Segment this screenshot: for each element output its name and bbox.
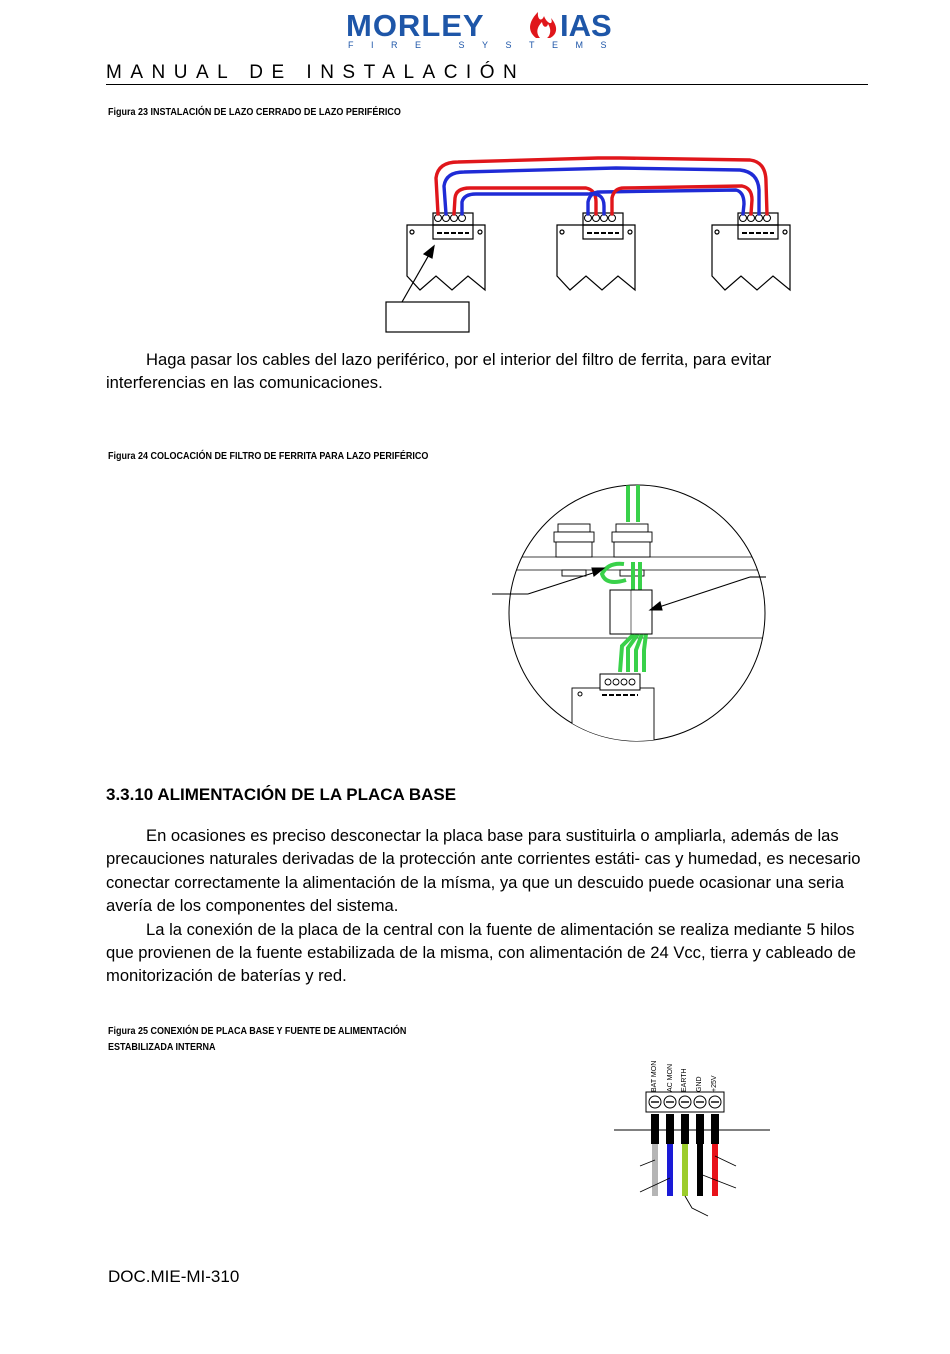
terminal-label-ac-mon: AC MON [667,1064,674,1092]
terminal-label-25v: +25V [711,1075,718,1092]
paragraph-ferrite: Haga pasar los cables del lazo periférico, por el interior del filtro de ferrita, para evitar interferencias en las comunicaciones. [106,350,772,393]
loop-module-1 [407,213,485,290]
logo-word-left: MORLEY [346,8,485,43]
paragraph-alimentacion: En ocasiones es preciso desconectar la placa base para sustituirla o ampliarla, además de las precauciones naturales derivadas de la protección ante corrientes estáti- cas y humedad, es necesario conectar correctamente la alimentación de la mísma, ya que un descuido puede ocasionar una seria avería de los componentes del sistema. La la conexión de la placa de la central con la fuente de alimentación se realiza mediante 5 hilos que provienen de la fuente estabilizada de la misma, con alimentación de 24 Vcc, tierra y cableado de monitorización de baterías y red. [106,826,861,986]
terminal-label-earth: EARTH [681,1068,688,1092]
figure-23-caption: Figura 23 INSTALACIÓN DE LAZO CERRADO DE LAZO PERIFÉRICO [108,107,401,118]
flame-icon [530,12,556,38]
loop-cables [436,158,767,214]
figure-24-diagram [488,482,778,752]
figure-25-diagram [612,1054,776,1220]
logo-subtitle: FIRE SYSTEMS [348,40,625,50]
document-id: DOC.MIE-MI-310 [108,1267,240,1286]
loop-module-2 [557,213,635,290]
terminal-screws [435,215,771,222]
figure-23-diagram [380,150,800,340]
label-box [386,302,469,332]
loop-module-3 [712,213,790,290]
terminal-labels [651,1061,718,1092]
company-logo [344,4,634,50]
manual-title: MANUAL DE INSTALACIÓN [106,62,526,83]
figure-25-caption-line1: Figura 25 CONEXIÓN DE PLACA BASE Y FUENTE DE ALIMENTACIÓN [108,1026,407,1037]
header-rule [106,84,868,85]
base-board [572,688,654,752]
figure-25-caption-line2: ESTABILIZADA INTERNA [108,1042,216,1053]
power-wires [655,1144,715,1196]
section-title: 3.3.10 ALIMENTACIÓN DE LA PLACA BASE [106,785,457,804]
terminal-label-bat-mon: BAT MON [651,1060,658,1092]
logo-word-right: IAS [560,8,612,43]
figure-24-caption: Figura 24 COLOCACIÓN DE FILTRO DE FERRITA PARA LAZO PERIFÉRICO [108,451,429,462]
terminal-label-gnd: GND [696,1076,703,1092]
